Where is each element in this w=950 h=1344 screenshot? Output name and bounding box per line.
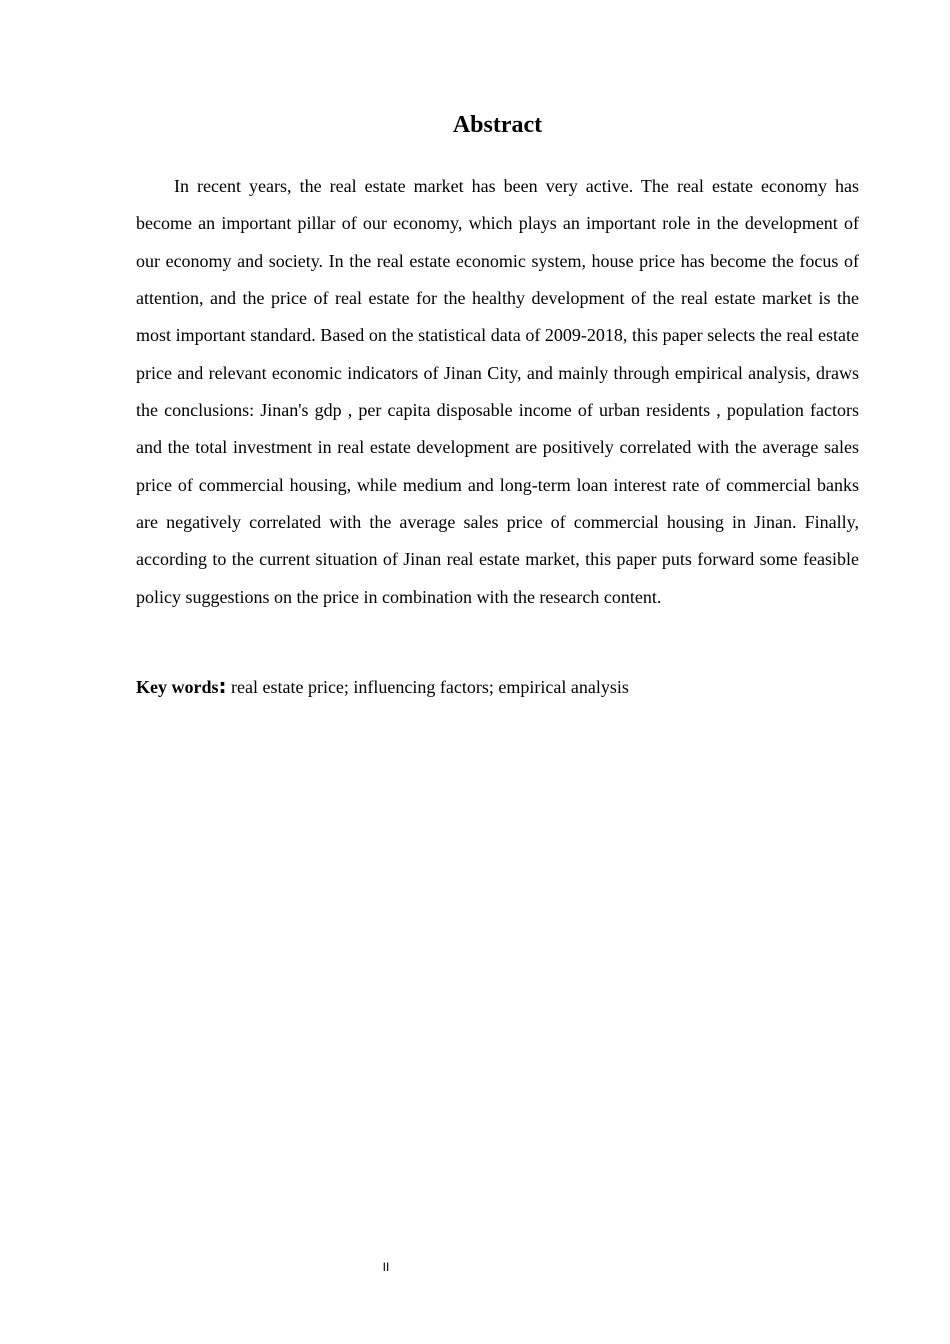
keywords-label: Key words	[136, 677, 219, 697]
keywords-text: real estate price; influencing factors; empirical analysis	[226, 677, 629, 697]
page-number: II	[382, 1260, 390, 1274]
keywords-colon: :	[218, 674, 227, 698]
abstract-title: Abstract	[452, 112, 543, 138]
abstract-body: In recent years, the real estate market has been very active. The real estate economy has become an important pillar of our economy, which plays an important role in the development of our economy and society. In the real estate economic system, house price has become the focus of attention, and the price of real estate for the healthy development of the real estate market is the most important standard. Based on the statistical data of 2009-2018, this paper selects the real estate price and relevant economic indicators of Jinan City, and mainly through empirical analysis, draws the conclusions: Jinan's gdp , per capita disposable income of urban residents , population factors and the total investment in real estate development are positively correlated with the average sales price of commercial housing, while medium and long-term loan interest rate of commercial banks are negatively correlated with the average sales price of commercial housing in Jinan. Finally, according to the current situation of Jinan real estate market, this paper puts forward some feasible policy suggestions on the price in combination with the research content.	[136, 176, 859, 607]
keywords-line	[136, 670, 859, 703]
